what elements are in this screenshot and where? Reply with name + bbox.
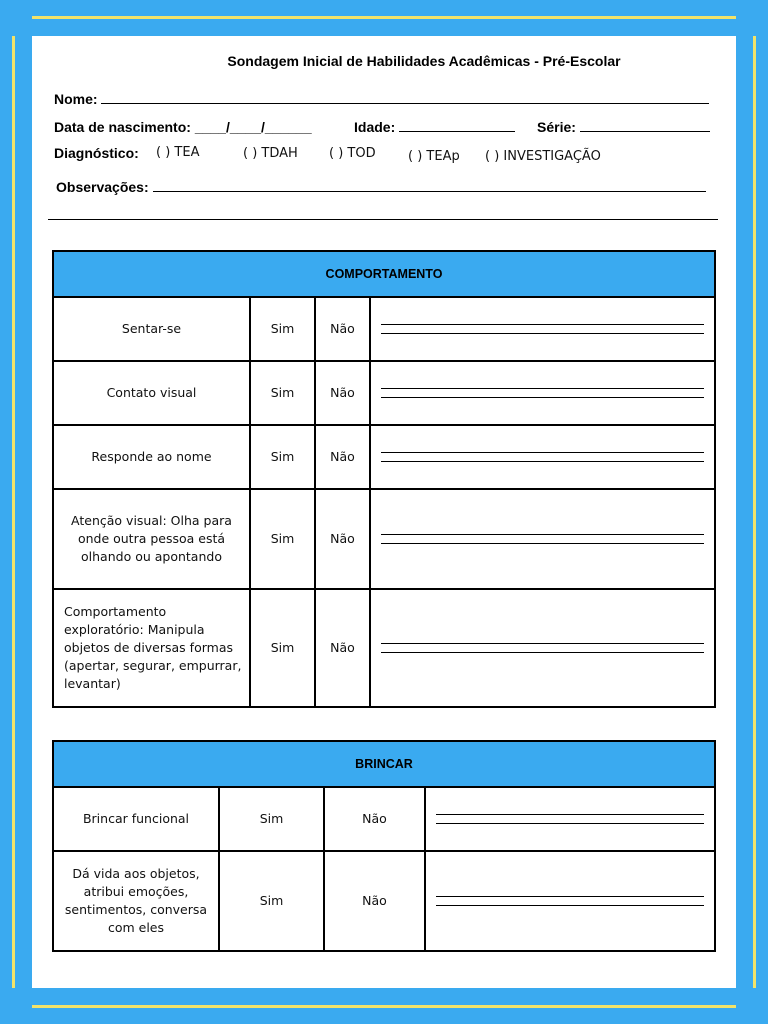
form-title: Sondagem Inicial de Habilidades Acadêmicas - Pré-Escolar bbox=[227, 53, 621, 69]
behavior-label: Comportamento exploratório: Manipula objetos de diversas formas (apertar, segurar, empurrar, levantar) bbox=[53, 589, 250, 707]
behavior-table-header: COMPORTAMENTO bbox=[53, 251, 715, 297]
play-label: Dá vida aos objetos, atribui emoções, sentimentos, conversa com eles bbox=[53, 851, 219, 951]
no-option[interactable]: Não bbox=[324, 851, 425, 951]
behavior-table bbox=[52, 250, 716, 708]
birthdate-label: Data de nascimento: bbox=[54, 119, 191, 135]
diagnosis-option-teap[interactable]: ( ) TEAp bbox=[408, 149, 460, 164]
yes-option[interactable]: Sim bbox=[250, 589, 315, 707]
notes-field[interactable] bbox=[425, 851, 715, 951]
behavior-label: Responde ao nome bbox=[53, 425, 250, 489]
play-table bbox=[52, 740, 716, 952]
behavior-label: Atenção visual: Olha para onde outra pessoa está olhando ou apontando bbox=[53, 489, 250, 589]
table-row bbox=[53, 297, 715, 361]
grade-row bbox=[537, 119, 710, 135]
notes-field[interactable] bbox=[370, 297, 715, 361]
notes-field[interactable] bbox=[370, 425, 715, 489]
no-option[interactable]: Não bbox=[315, 297, 370, 361]
diagnosis-label: Diagnóstico: bbox=[54, 145, 139, 161]
notes-field[interactable] bbox=[370, 361, 715, 425]
diagnosis-option-investigacao[interactable]: ( ) INVESTIGAÇÃO bbox=[485, 149, 601, 164]
observations-row bbox=[56, 179, 706, 195]
grade-label: Série: bbox=[537, 119, 576, 135]
yes-option[interactable]: Sim bbox=[250, 361, 315, 425]
yes-option[interactable]: Sim bbox=[219, 851, 324, 951]
no-option[interactable]: Não bbox=[315, 489, 370, 589]
behavior-label: Sentar-se bbox=[53, 297, 250, 361]
name-label: Nome: bbox=[54, 91, 98, 107]
behavior-label: Contato visual bbox=[53, 361, 250, 425]
birth-row bbox=[54, 119, 312, 135]
play-table-header: BRINCAR bbox=[53, 741, 715, 787]
play-label: Brincar funcional bbox=[53, 787, 219, 851]
table-row bbox=[53, 425, 715, 489]
diagnosis-option-tea[interactable]: ( ) TEA bbox=[156, 145, 200, 160]
table-row bbox=[53, 589, 715, 707]
notes-field[interactable] bbox=[425, 787, 715, 851]
no-option[interactable]: Não bbox=[315, 425, 370, 489]
table-row bbox=[53, 787, 715, 851]
diagnosis-option-tod[interactable]: ( ) TOD bbox=[329, 146, 376, 161]
no-option[interactable]: Não bbox=[324, 787, 425, 851]
table-row bbox=[53, 361, 715, 425]
age-label: Idade: bbox=[354, 119, 396, 135]
name-field[interactable] bbox=[101, 91, 709, 104]
name-row bbox=[54, 91, 709, 107]
notes-field[interactable] bbox=[370, 489, 715, 589]
table-row bbox=[53, 851, 715, 951]
form-page bbox=[32, 36, 736, 988]
table-row bbox=[53, 489, 715, 589]
observations-label: Observações: bbox=[56, 179, 149, 195]
notes-field[interactable] bbox=[370, 589, 715, 707]
yes-option[interactable]: Sim bbox=[219, 787, 324, 851]
observations-extra-line[interactable] bbox=[48, 219, 718, 220]
yes-option[interactable]: Sim bbox=[250, 489, 315, 589]
age-field[interactable] bbox=[399, 119, 515, 132]
no-option[interactable]: Não bbox=[315, 361, 370, 425]
diagnosis-option-tdah[interactable]: ( ) TDAH bbox=[243, 146, 298, 161]
observations-field[interactable] bbox=[153, 179, 706, 192]
birthdate-field[interactable]: ____/____/______ bbox=[194, 119, 312, 135]
yes-option[interactable]: Sim bbox=[250, 297, 315, 361]
yes-option[interactable]: Sim bbox=[250, 425, 315, 489]
grade-field[interactable] bbox=[580, 119, 710, 132]
age-row bbox=[354, 119, 515, 135]
no-option[interactable]: Não bbox=[315, 589, 370, 707]
